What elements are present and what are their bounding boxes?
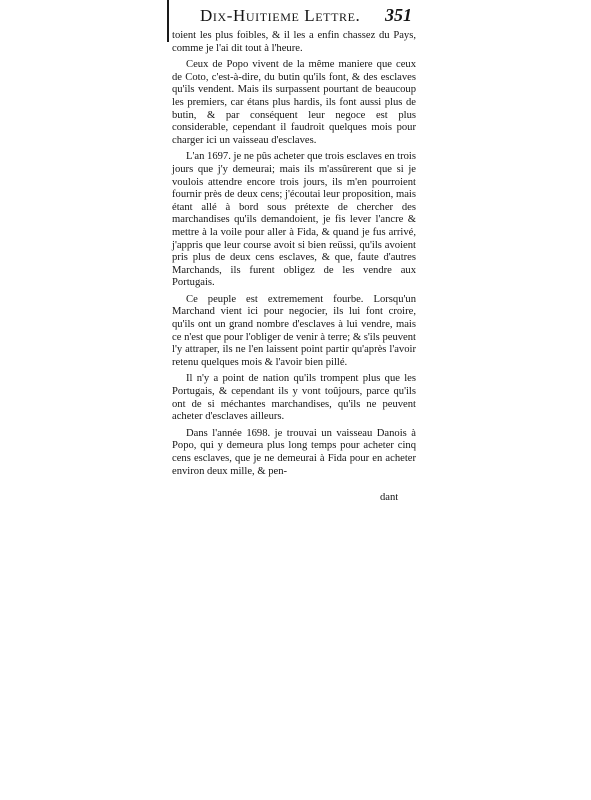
paragraph: Ce peuple est extremement fourbe. Lorsqu'un Marchand vient ici pour negocier, ils lui font croire, qu'ils ont un grand nombre d'esclaves à lui vendre, mais ce n'est que pour l'obliger de venir à terre; & s'ils peuvent l'y attraper, ils ne l'en laissent point partir qu'après l'avoir retenu quelques mois & l'avoir bien pillé. [172,293,416,368]
paragraph: Ceux de Popo vivent de la même maniere que ceux de Coto, c'est-à-dire, du butin qu'ils font, & des esclaves qu'ils vendent. Mais ils surpassent pourtant de beaucoup les premiers, car étans plus hardis, ils font aussi plus de butin, & par conséquent leur negoce est plus considerable, cependant il faudroit quelques mois pour charger ici un vaisseau d'esclaves. [172,59,416,146]
paragraph: Dans l'année 1698. je trouvai un vaisseau Danois à Popo, qui y demeura plus long temps pour acheter cinq cens esclaves, que je ne demeurai à Fida pour en acheter environ deux mille, & pen- [172,427,416,477]
paragraph: toient les plus foibles, & il les a enfin chassez du Pays, comme je l'ai dit tout à l'heure. [172,30,416,54]
body-text [172,30,416,482]
page-number: 351 [385,5,412,25]
page-header [200,6,412,28]
paragraph: Il n'y a point de nation qu'ils trompent plus que les Portugais, & cependant ils y vont toûjours, parce qu'ils ont de si méchantes marchandises, qu'ils ne peuvent acheter d'esclaves ailleurs. [172,373,416,423]
left-page-rule [167,0,169,42]
catchword: dant [380,492,399,503]
paragraph: L'an 1697. je ne pûs acheter que trois esclaves en trois jours que j'y demeurai; mais ils m'assûrerent que si je voulois attendre encore trois jours, ils m'en pourroient fournir près de deux cens; j'écoutai leur proposition, mais étant allé à bord sous prétexte de chercher des marchandises qu'ils demandoient, je fis lever l'ancre & mettre à la voile pour aller à Fida, & quand je fus arrivé, j'appris que leur course avoit si bien reüssi, qu'ils avoient pris plus de deux cens esclaves, & que, faute d'autres Marchands, ils furent obligez de les vendre aux Portugais. [172,151,416,289]
running-title: Dix-Huitieme Lettre. [200,6,361,25]
